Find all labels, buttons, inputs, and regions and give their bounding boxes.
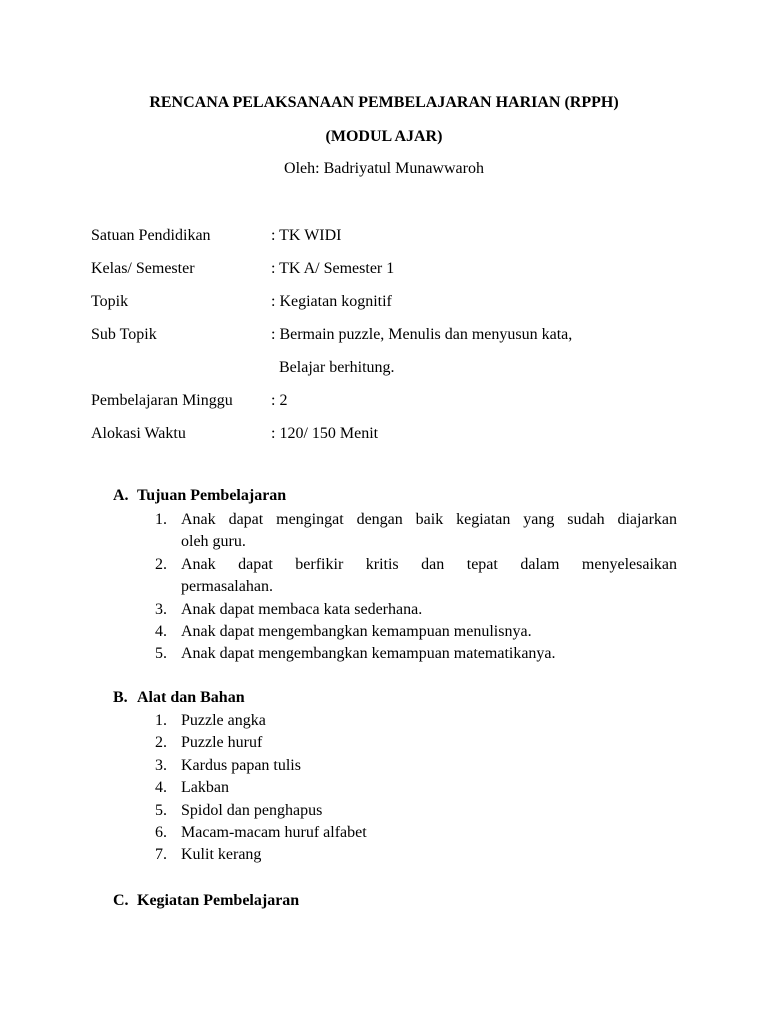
- list-text: Puzzle huruf: [181, 734, 263, 752]
- list-number: 4.: [155, 779, 167, 797]
- section-title: Kegiatan Pembelajaran: [137, 892, 300, 909]
- list-item: [155, 800, 677, 822]
- info-value-continuation: Belajar berhitung.: [279, 359, 395, 376]
- list-text: Puzzle angka: [181, 712, 266, 729]
- info-label: Sub Topik: [91, 326, 157, 343]
- list-text: Kardus papan tulis: [181, 756, 301, 774]
- list-item: [155, 822, 677, 844]
- list-item-continuation: [155, 531, 677, 553]
- list-number: 5.: [155, 801, 167, 819]
- info-row-subtopik-continuation: [91, 358, 691, 391]
- info-label: Pembelajaran Minggu: [91, 392, 233, 409]
- section-letter: A.: [113, 487, 129, 504]
- list-item: [155, 621, 677, 643]
- list-text: Anak dapat mengingat dengan baik kegiatan yang sudah diajarkan: [181, 511, 677, 528]
- list-number: 2.: [155, 734, 167, 752]
- list-item: [155, 509, 677, 531]
- list-item: [155, 710, 677, 732]
- list-item: [155, 755, 677, 777]
- alat-bahan-list: [155, 710, 677, 867]
- list-number: 1.: [155, 712, 167, 729]
- info-row-alokasi: [91, 424, 691, 457]
- info-row-topik: [91, 292, 691, 325]
- info-label: Topik: [91, 293, 129, 310]
- list-item-continuation: [155, 576, 677, 598]
- section-a-heading: [113, 486, 286, 506]
- list-item: [155, 599, 677, 621]
- list-text: Macam-macam huruf alfabet: [181, 824, 367, 842]
- info-label: Alokasi Waktu: [91, 425, 186, 442]
- list-number: 1.: [155, 511, 167, 528]
- info-label: Satuan Pendidikan: [91, 227, 211, 244]
- list-item: [155, 732, 677, 754]
- list-number: 4.: [155, 623, 167, 641]
- tujuan-list: [155, 509, 677, 666]
- list-item: [155, 554, 677, 576]
- section-letter: C.: [113, 892, 129, 909]
- list-number: 3.: [155, 756, 167, 774]
- section-title: Alat dan Bahan: [137, 689, 245, 706]
- list-text: Spidol dan penghapus: [181, 801, 323, 819]
- list-number: 3.: [155, 600, 167, 618]
- list-text: oleh guru.: [181, 533, 246, 551]
- info-value: : TK A/ Semester 1: [271, 260, 395, 277]
- list-item: [155, 777, 677, 799]
- info-row-subtopik: [91, 325, 691, 358]
- info-value: : 120/ 150 Menit: [271, 425, 379, 442]
- list-item: [155, 643, 677, 665]
- list-text: Anak dapat berfikir kritis dan tepat dalam menyelesaikan: [181, 555, 677, 573]
- list-text: permasalahan.: [181, 578, 273, 596]
- document-title: RENCANA PELAKSANAAN PEMBELAJARAN HARIAN (RPPH): [149, 94, 619, 111]
- list-text: Kulit kerang: [181, 846, 262, 864]
- list-text: Anak dapat mengembangkan kemampuan menulisnya.: [181, 623, 532, 641]
- info-table: [91, 226, 691, 457]
- section-letter: B.: [113, 689, 128, 706]
- info-label: Kelas/ Semester: [91, 260, 195, 277]
- info-value: : TK WIDI: [271, 227, 342, 244]
- section-title: Tujuan Pembelajaran: [137, 487, 287, 504]
- list-item: [155, 844, 677, 866]
- section-c-heading: [113, 891, 299, 911]
- info-value: : 2: [271, 392, 288, 409]
- info-row-satuan: [91, 226, 691, 259]
- list-number: 6.: [155, 824, 167, 842]
- info-row-kelas: [91, 259, 691, 292]
- info-value: : Bermain puzzle, Menulis dan menyusun kata,: [271, 326, 573, 343]
- list-number: 5.: [155, 645, 167, 663]
- list-text: Anak dapat mengembangkan kemampuan matematikanya.: [181, 645, 556, 663]
- info-row-minggu: [91, 391, 691, 424]
- document-subtitle: (MODUL AJAR): [325, 128, 443, 145]
- section-b-heading: [113, 688, 245, 708]
- list-number: 2.: [155, 555, 167, 573]
- list-number: 7.: [155, 846, 167, 864]
- info-value: : Kegiatan kognitif: [271, 293, 392, 310]
- list-text: Lakban: [181, 779, 229, 797]
- document-author: Oleh: Badriyatul Munawwaroh: [284, 160, 484, 177]
- list-text: Anak dapat membaca kata sederhana.: [181, 600, 423, 618]
